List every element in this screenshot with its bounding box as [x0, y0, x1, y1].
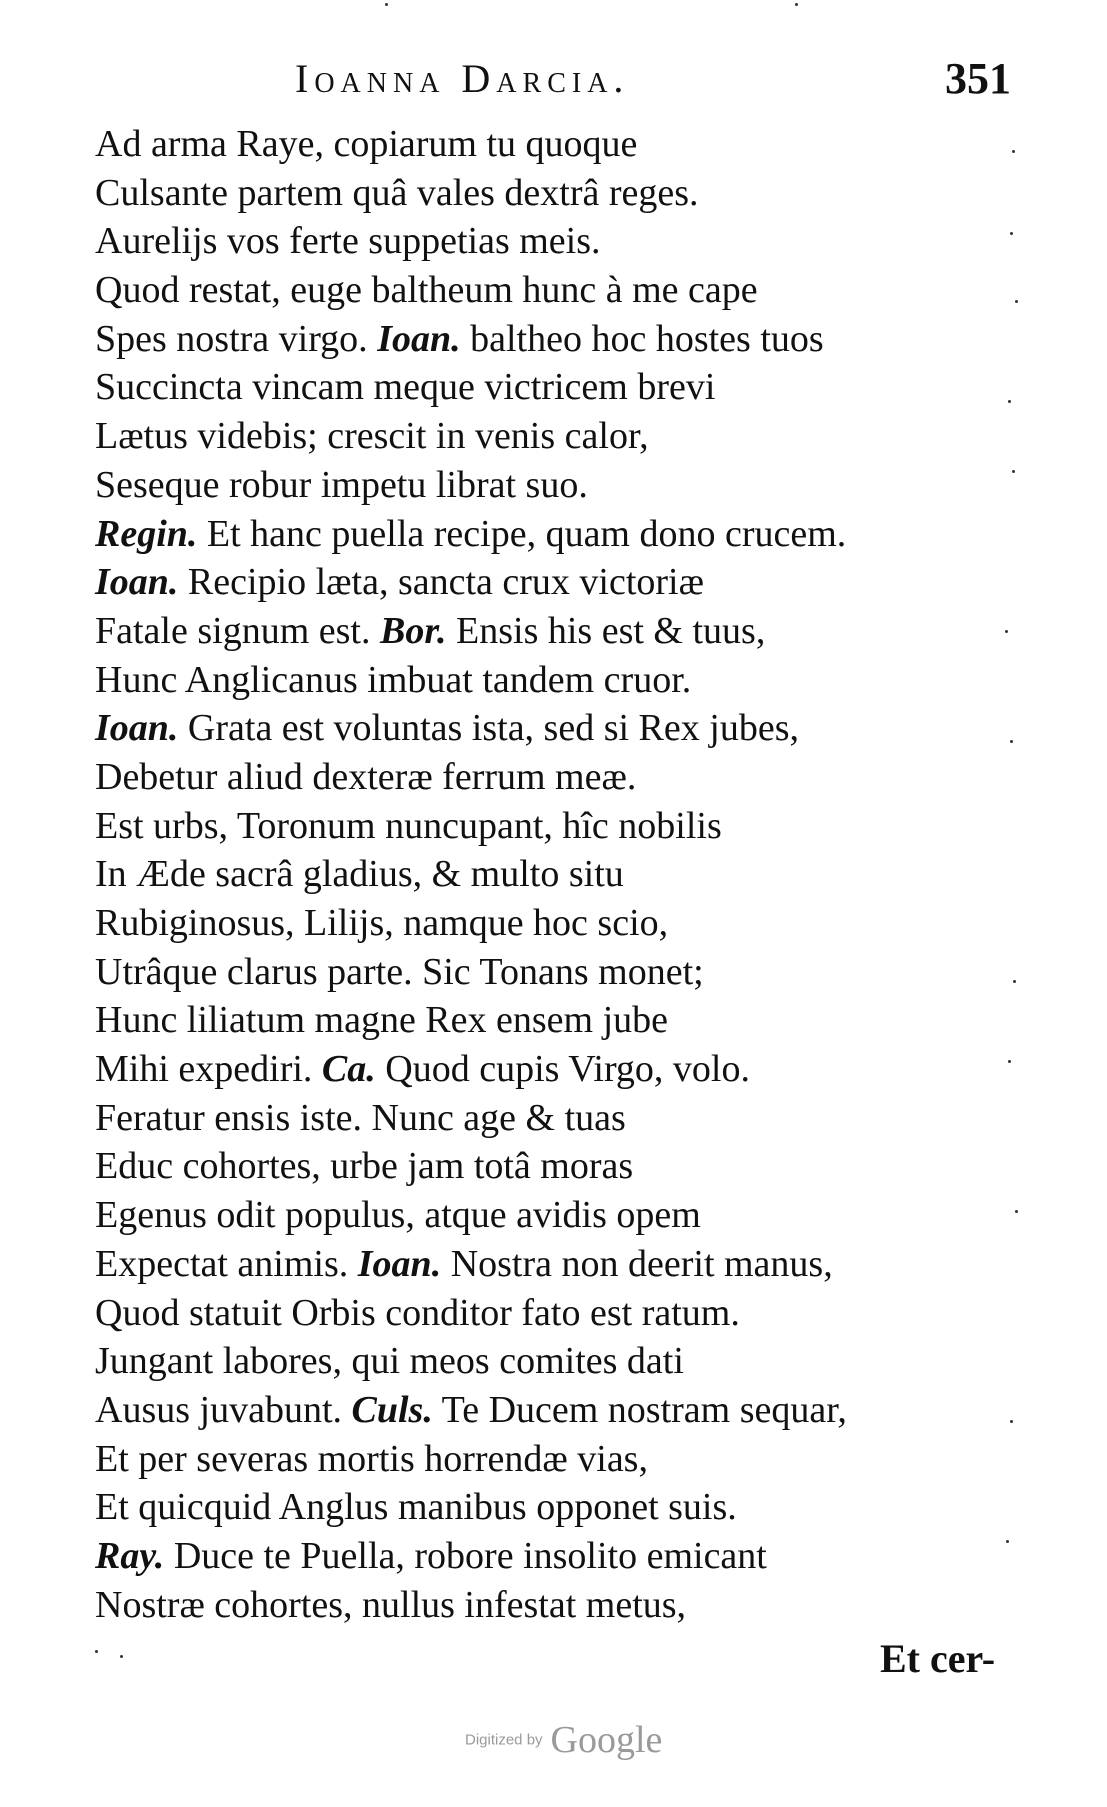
verse-line: [95, 704, 1015, 753]
verse-line: [95, 899, 1015, 948]
verse-line: [95, 1581, 1015, 1630]
verse-text-segment: Ad arma Raye, copiarum tu quoque: [95, 123, 638, 165]
verse-text-segment: Hunc liliatum magne Rex ensem jube: [95, 999, 669, 1042]
verse-text-segment: Rubiginosus, Lilijs, namque hoc scio,: [95, 902, 669, 944]
verse-text-segment: Feratur ensis iste. Nunc age & tuas: [95, 1096, 626, 1139]
verse-text-segment: Jungant labores, qui meos comites dati: [95, 1340, 684, 1383]
verse-line: [95, 1045, 1015, 1094]
verse-line: [95, 1094, 1015, 1143]
verse-line: [95, 753, 1015, 802]
verse-text-segment: Seseque robur impetu librat suo.: [95, 463, 588, 506]
verse-text-segment: Nostræ cohortes, nullus infestat metus,: [95, 1583, 687, 1626]
running-title: Ioanna Darcia.: [295, 56, 630, 101]
verse-text-segment: baltheo hoc hostes tuos: [460, 317, 824, 360]
verse-text-segment: Duce te Puella, robore insolito emicant: [164, 1534, 767, 1577]
verse-text-segment: Egenus odit populus, atque avidis opem: [95, 1194, 701, 1237]
verse-text: [95, 120, 1015, 1629]
verse-text-segment: Et per severas mortis horrendæ vias,: [95, 1437, 648, 1480]
verse-text-segment: Expectat animis.: [95, 1242, 358, 1285]
verse-line: [95, 1386, 1015, 1435]
verse-text-segment: Spes nostra virgo.: [95, 317, 378, 360]
speaker-name: Ioan.: [95, 561, 179, 604]
verse-text-segment: Hunc Anglicanus imbuat tandem cruor.: [95, 658, 692, 701]
verse-text-segment: Ensis his est & tuus,: [446, 609, 766, 652]
verse-text-segment: Nostra non deerit manus,: [441, 1242, 833, 1285]
digitized-label: Digitized by: [465, 1731, 543, 1749]
verse-line: [95, 1191, 1015, 1240]
verse-text-segment: Est urbs, Toronum nuncupant, hîc nobilis: [95, 804, 722, 847]
verse-text-segment: Quod statuit Orbis conditor fato est ratum.: [95, 1291, 740, 1334]
verse-text-segment: Debetur aliud dexteræ ferrum meæ.: [95, 755, 637, 798]
verse-line: [95, 948, 1015, 997]
page-number: 351: [945, 54, 1011, 103]
verse-line: [95, 607, 1015, 656]
verse-text-segment: Te Ducem nostram sequar,: [432, 1388, 847, 1431]
speaker-name: Ioan.: [357, 1242, 442, 1285]
catchword: Et cer-: [880, 1636, 996, 1681]
verse-line: [95, 558, 1015, 607]
verse-text-segment: Educ cohortes, urbe jam totâ moras: [95, 1145, 634, 1188]
speaker-name: Ca.: [321, 1048, 376, 1091]
verse-line: [95, 656, 1015, 705]
verse-line: [95, 363, 1015, 412]
verse-text-segment: Utrâque clarus parte. Sic Tonans monet;: [95, 950, 704, 993]
verse-line: [95, 510, 1015, 559]
verse-text-segment: Grata est voluntas ista, sed si Rex jubes,: [178, 707, 799, 750]
verse-line: [95, 1337, 1015, 1386]
google-logo: Google: [550, 1719, 663, 1761]
verse-line: [95, 266, 1015, 315]
verse-line: [95, 169, 1015, 218]
verse-line: [95, 461, 1015, 510]
speaker-name: Ioan.: [377, 317, 461, 360]
verse-line: [95, 315, 1015, 364]
verse-text-segment: In Æde sacrâ gladius, & multo situ: [95, 853, 624, 896]
verse-text-segment: Recipio læta, sancta crux victoriæ: [178, 561, 704, 604]
speaker-name: Culs.: [351, 1388, 433, 1431]
verse-text-segment: Et hanc puella recipe, quam dono crucem.: [197, 512, 847, 555]
speaker-name: Ray.: [95, 1534, 165, 1577]
verse-text-segment: Quod restat, euge baltheum hunc à me cape: [95, 269, 758, 312]
verse-text-segment: Mihi expediri.: [95, 1048, 322, 1091]
verse-line: [95, 850, 1015, 899]
verse-line: [95, 412, 1015, 461]
verse-line: [95, 1435, 1015, 1484]
verse-line: [95, 1483, 1015, 1532]
speaker-name: Ioan.: [95, 707, 179, 750]
speaker-name: Bor.: [379, 609, 447, 652]
verse-line: [95, 1240, 1015, 1289]
verse-text-segment: Ausus juvabunt.: [95, 1388, 352, 1431]
digitized-watermark: [465, 1718, 705, 1768]
verse-line: [95, 120, 1015, 169]
verse-text-segment: Lætus videbis; crescit in venis calor,: [95, 415, 649, 458]
verse-line: [95, 217, 1015, 266]
verse-line: [95, 1142, 1015, 1191]
verse-text-segment: Quod cupis Virgo, volo.: [375, 1048, 750, 1091]
verse-text-segment: Succincta vincam meque victricem brevi: [95, 366, 716, 409]
verse-text-segment: Et quicquid Anglus manibus opponet suis.: [95, 1486, 737, 1529]
verse-line: [95, 1532, 1015, 1581]
running-head: [0, 55, 1107, 115]
verse-text-segment: Aurelijs vos ferte suppetias meis.: [95, 220, 601, 263]
verse-line: [95, 996, 1015, 1045]
verse-line: [95, 802, 1015, 851]
verse-line: [95, 1289, 1015, 1338]
speaker-name: Regin.: [95, 512, 198, 555]
verse-text-segment: Fatale signum est.: [95, 609, 380, 652]
verse-text-segment: Culsante partem quâ vales dextrâ reges.: [95, 171, 699, 214]
